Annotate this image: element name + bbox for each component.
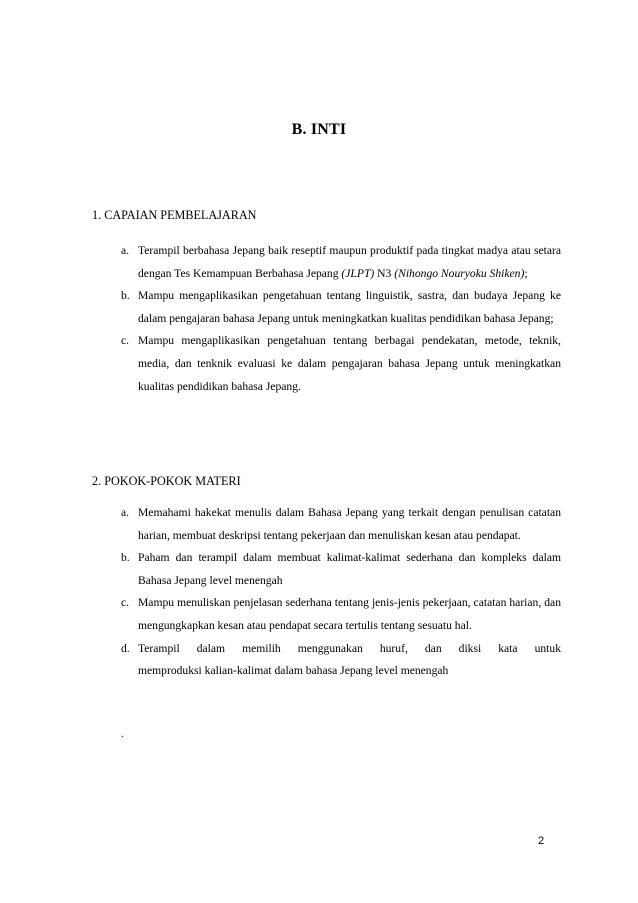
list-marker: d. [121, 641, 130, 655]
list-item [121, 638, 561, 683]
list-item [121, 285, 561, 330]
page-number: 2 [538, 835, 545, 847]
list-item [121, 240, 561, 285]
list-item-text: N3 [374, 266, 395, 280]
list-item [121, 547, 561, 592]
section-heading-capaian: 1. CAPAIAN PEMBELAJARAN [92, 208, 257, 222]
list-item-emphasis: (Nihongo Nouryoku Shiken) [394, 266, 525, 280]
list-item-text: Mampu mengaplikasikan pengetahuan tentang linguistik, sastra, dan budaya Jepang ke dalam pengajaran bahasa Jepang untuk meningkatkan kualitas pendidikan bahasa Jepang; [138, 289, 561, 325]
list-marker: c. [121, 334, 130, 348]
list-item-text: Mampu menuliskan penjelasan sederhana tentang jenis-jenis pekerjaan, catatan harian, dan mengungkapkan kesan atau pendapat secara tertulis tentang sesuatu hal. [138, 596, 561, 632]
list-marker: a. [121, 506, 130, 519]
list-item-emphasis: (JLPT) [341, 266, 375, 280]
list-item-text: Terampil berbahasa Jepang baik reseptif maupun produktif pada tingkat madya atau setara dengan Tes Kemampuan Berbahasa Jepang [138, 244, 561, 280]
list-item-text: ; [524, 266, 528, 280]
list-item [121, 502, 561, 547]
list-item-text: Paham dan terampil dalam membuat kalimat-kalimat sederhana dan kompleks dalam Bahasa Jepang level menengah [138, 551, 561, 587]
list-item-text: Mampu mengaplikasikan pengetahuan tentang berbagai pendekatan, metode, teknik, media, dan tenknik evaluasi ke dalam pengajaran bahasa Jepang untuk meningkatkan kualitas pendidikan bahasa Jepang. [138, 334, 561, 393]
list-item [121, 330, 561, 398]
list-item-text-line: Terampil dalam memilih menggunakan huruf, dan diksi kata untuk [138, 641, 561, 655]
list-item [121, 592, 561, 637]
list-item-text-line: memproduksi kalian-kalimat dalam bahasa Jepang level menengah [138, 664, 449, 678]
list-capaian [121, 240, 561, 398]
trailing-period: . [121, 727, 124, 740]
list-marker: b. [121, 289, 130, 303]
section-heading-pokok-materi: 2. POKOK-POKOK MATERI [92, 474, 241, 488]
page-title: B. INTI [291, 121, 347, 138]
list-marker: a. [121, 244, 130, 257]
list-item-text: Memahami hakekat menulis dalam Bahasa Jepang yang terkait dengan penulisan catatan harian, membuat deskripsi tentang pekerjaan dan menuliskan kesan atau pendapat. [138, 506, 561, 542]
list-marker: b. [121, 551, 130, 565]
list-marker: c. [121, 596, 130, 610]
list-pokok-materi [121, 502, 561, 683]
